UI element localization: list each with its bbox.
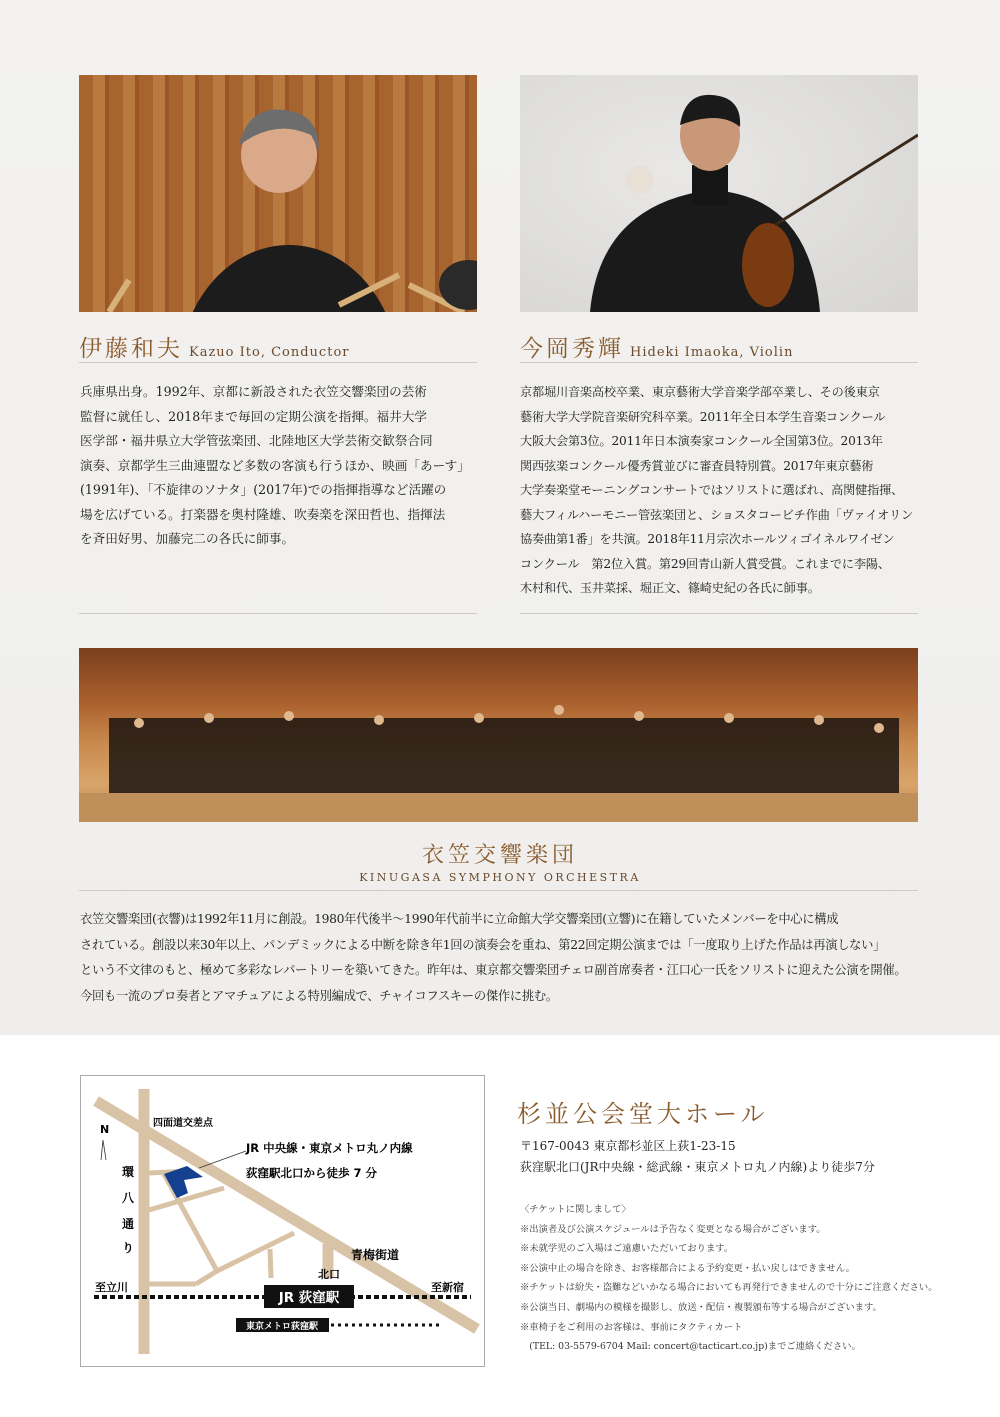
orchestra-description <box>80 907 925 1009</box>
conductor-bio <box>80 380 480 552</box>
north-arrow-icon <box>101 1140 106 1160</box>
conductor-name-en: Kazuo Ito, Conductor <box>189 345 350 360</box>
bio-line: (1991年)、「不旋律のソナタ」(2017年)での指揮指導など活躍の <box>80 482 447 497</box>
note-item: ※車椅子をご利用のお客様は、事前にタクティカート <box>520 1321 743 1333</box>
text-line: という不文律のもと、極めて多彩なレパートリーを築いてきた。昨年は、東京都交響楽団チェロ副首席奏者・江口心一氏をソリストに迎えた公演を開催。 <box>80 963 907 977</box>
bio-line: 藝術大学大学院音楽研究科卒業。2011年全日本学生音楽コンクール <box>520 409 886 424</box>
bio-line: 協奏曲第1番」を共演。2018年11月宗次ホールツィゴイネルワイゼン <box>520 532 895 546</box>
note-item: (TEL: 03-5579-6704 Mail: concert@tacticart.co.jp)までご連絡ください。 <box>520 1341 861 1353</box>
crossing-label: 四面道交差点 <box>153 1118 213 1129</box>
notes-heading: 〈チケットに関しまして〉 <box>520 1204 631 1215</box>
north-label: N <box>100 1123 110 1136</box>
divider <box>79 362 477 363</box>
jr-station-label: JR 荻窪駅 <box>278 1290 340 1306</box>
kanpachi-label: 環 <box>122 1165 135 1179</box>
divider <box>520 613 918 614</box>
ticket-notes <box>520 1200 938 1357</box>
walk-label: 荻窪駅北口から徒歩 7 分 <box>246 1166 378 1180</box>
metro-station-label: 東京メトロ荻窪駅 <box>245 1322 319 1332</box>
orchestra-title: 衣笠交響楽団 <box>421 843 578 868</box>
text-line: 衣笠交響楽団(衣響)は1992年11月に創設。1980年代後半～1990年代前半に立命館大学交響楽団(立響)に在籍していたメンバーを中心に構成 <box>80 912 839 926</box>
route-label: JR 中央線・東京メトロ丸ノ内線 <box>246 1141 413 1155</box>
divider <box>79 613 477 614</box>
conductor-name <box>79 330 349 363</box>
note-item: ※公演中止の場合を除き、お客様都合による予約変更・払い戻しはできません。 <box>520 1262 855 1274</box>
venue-name: 杉並公会堂大ホール <box>517 1100 769 1128</box>
violinist-bio <box>520 380 930 601</box>
kanpachi-label: り <box>122 1241 135 1255</box>
text-line: 今回も一流のプロ奏者とアマチュアによる特別編成で、チャイコフスキーの傑作に挑む。 <box>80 988 558 1003</box>
bio-line: 大学奏楽堂モーニングコンサートではソリストに選ばれ、高関健指揮、 <box>520 483 904 497</box>
bio-line: 兵庫県出身。1992年、京都に新設された衣笠交響楽団の芸術 <box>80 384 427 399</box>
violinist-name-en: Hideki Imaoka, Violin <box>630 345 794 360</box>
bio-line: 藝大フィルハーモニー管弦楽団と、ショスタコービチ作曲「ヴァイオリン <box>520 507 914 522</box>
bio-line: 監督に就任し、2018年まで毎回の定期公演を指揮。福井大学 <box>80 408 427 424</box>
bio-line: コンクール 第2位入賞。第29回青山新人賞受賞。これまでに李陽、 <box>520 556 890 571</box>
note-item: ※公演当日、劇場内の模様を撮影し、放送・配信・複製頒布等する場合がございます。 <box>520 1301 882 1313</box>
venue-address: 〒167-0043 東京都杉並区上荻1-23-15 <box>520 1139 736 1153</box>
violinist-name <box>520 330 793 363</box>
bio-line: を斉田好男、加藤完二の各氏に師事。 <box>80 531 295 546</box>
orchestra-photo <box>79 648 918 822</box>
conductor-photo <box>79 75 477 312</box>
bio-line: 医学部・福井県立大学管弦楽団、北陸地区大学芸術交歓祭合同 <box>80 433 433 448</box>
orchestra-title-en: KINUGASA SYMPHONY ORCHESTRA <box>359 871 641 884</box>
ome-kaido-label: 青梅街道 <box>351 1248 400 1262</box>
conductor-name-ja: 伊藤和夫 <box>79 336 183 362</box>
bio-line: 大阪大会第3位。2011年日本演奏家コンクール全国第3位。2013年 <box>520 434 883 448</box>
bio-line: 京都堀川音楽高校卒業、東京藝術大学音楽学部卒業し、その後東京 <box>520 385 880 399</box>
bio-line: 場を広げている。打楽器を奥村隆雄、吹奏楽を深田哲也、指揮法 <box>80 506 446 522</box>
tachikawa-label: 至立川 <box>95 1281 128 1294</box>
kanpachi-label: 八 <box>122 1191 135 1205</box>
bio-line: 関西弦楽コンクール優秀賞並びに審査員特別賞。2017年東京藝術 <box>520 458 874 473</box>
note-item: ※未就学児のご入場はご遠慮いただいております。 <box>520 1243 734 1255</box>
note-item: ※チケットは紛失・盗難などいかなる場合においても再発行できませんので十分にご注意ください。 <box>520 1282 938 1294</box>
shinjuku-label: 至新宿 <box>431 1281 464 1294</box>
bio-line: 演奏、京都学生三曲連盟など多数の客演も行うほか、映画「あーす」 <box>80 457 470 473</box>
north-exit-label: 北口 <box>318 1268 340 1281</box>
access-map <box>80 1075 485 1367</box>
divider <box>520 362 918 363</box>
divider <box>79 890 918 891</box>
venue-access: 荻窪駅北口(JR中央線・総武線・東京メトロ丸ノ内線)より徒歩7分 <box>520 1160 875 1174</box>
violinist-photo <box>520 75 918 312</box>
note-item: ※出演者及び公演スケジュールは予告なく変更となる場合がございます。 <box>520 1223 826 1235</box>
text-line: されている。創設以来30年以上、パンデミックによる中断を除き年1回の演奏会を重ね、第22回定期公演までは「一度取り上げた作品は再演しない」 <box>80 937 886 952</box>
violinist-name-ja: 今岡秀輝 <box>520 336 624 362</box>
kanpachi-label: 通 <box>122 1217 135 1231</box>
bio-line: 木村和代、玉井菜採、堀正文、篠崎史紀の各氏に師事。 <box>520 581 820 595</box>
